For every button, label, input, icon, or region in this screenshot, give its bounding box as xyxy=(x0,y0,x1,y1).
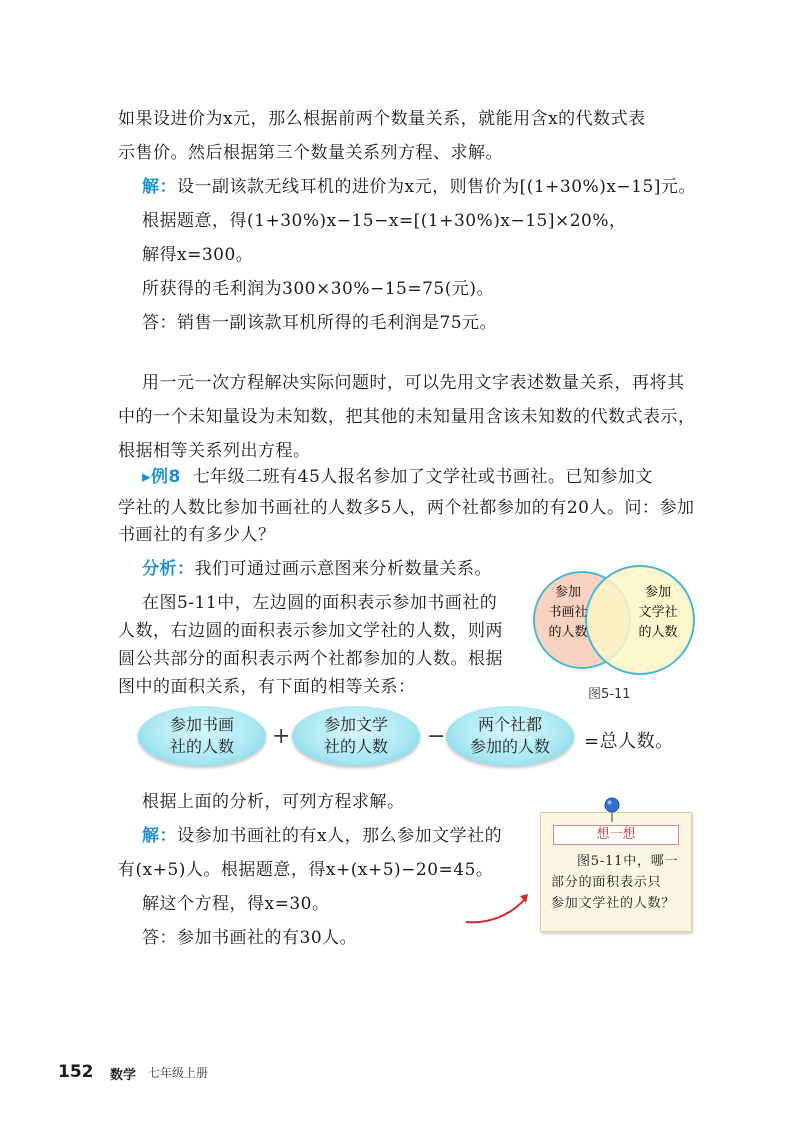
analysis-line-5: 图中的面积关系，有下面的相等关系： xyxy=(118,677,416,697)
oval1-line-2: 社的人数 xyxy=(169,737,234,756)
venn-right-circle xyxy=(586,566,694,674)
solution2-answer: 答：参加书画社的有30人。 xyxy=(142,928,358,948)
equation-result: =总人数。 xyxy=(584,731,674,752)
footer-subject: 数学 xyxy=(110,1068,137,1083)
curved-arrow-icon xyxy=(464,886,536,926)
solution1-line-2: 根据题意，得(1+30%)x−15−x=[(1+30%)x−15]×20%， xyxy=(142,211,627,231)
solution2-label: 解： xyxy=(142,826,177,846)
venn-left-label-3: 的人数 xyxy=(548,625,588,640)
solution1-line-4: 所获得的毛利润为300×30%−15=75(元)。 xyxy=(142,279,494,299)
solution1-line-3: 解得x=300。 xyxy=(142,245,254,265)
summary-line-1: 用一元一次方程解决实际问题时，可以先用文字表述数量关系，再将其 xyxy=(142,373,685,393)
note-title: 想一想 xyxy=(553,825,679,845)
oval2-line-2: 社的人数 xyxy=(323,737,388,756)
analysis-label: 分析： xyxy=(142,559,195,579)
solution2-intro: 根据上面的分析，可列方程求解。 xyxy=(142,792,405,812)
example8-marker: ▸例8 xyxy=(142,467,181,487)
intro-line-1: 如果设进价为x元，那么根据前两个数量关系，就能用含x的代数式表 xyxy=(118,109,646,129)
figure-caption: 图5-11 xyxy=(588,687,631,702)
analysis-line-4: 圆公共部分的面积表示两个社都参加的人数。根据 xyxy=(118,649,503,669)
venn-right-label-2: 文学社 xyxy=(638,605,678,620)
venn-right-label-3: 的人数 xyxy=(638,625,678,640)
intro-line-2: 示售价。然后根据第三个数量关系列方程、求解。 xyxy=(118,143,503,163)
analysis-line-1 xyxy=(142,557,492,581)
solution1-label: 解： xyxy=(142,177,177,197)
example8-text-1: 七年级二班有45人报名参加了文学社或书画社。已知参加文 xyxy=(192,467,653,487)
solution1-line-1 xyxy=(142,175,696,199)
venn-left-label-1: 参加 xyxy=(554,585,582,600)
footer-book-title: 七年级上册 xyxy=(148,1066,209,1080)
example8-line-2: 学社的人数比参加书画社的人数多5人，两个社都参加的有20人。问：参加 xyxy=(118,498,695,518)
plus-sign: + xyxy=(272,724,291,749)
venn-diagram xyxy=(530,560,700,680)
example8-line-3: 书画社的有多少人？ xyxy=(118,525,276,545)
venn-left-label-2: 书画社 xyxy=(548,605,588,620)
solution1-text-1: 设一副该款无线耳机的进价为x元，则售价为[(1+30%)x−15]元。 xyxy=(177,177,696,197)
oval-both-count xyxy=(446,706,574,766)
analysis-line-2: 在图5-11中，左边圆的面积表示参加书画社的 xyxy=(142,593,498,613)
summary-line-2: 中的一个未知量设为未知数，把其他的未知量用含该未知数的代数式表示， xyxy=(118,407,696,427)
summary-line-3: 根据相等关系列出方程。 xyxy=(118,441,311,461)
page-number: 152 xyxy=(58,1062,94,1082)
solution2-line-3: 解这个方程，得x=30。 xyxy=(142,894,330,914)
minus-sign: − xyxy=(427,724,446,749)
pushpin-icon xyxy=(601,796,623,824)
venn-right-label-1: 参加 xyxy=(644,585,672,600)
example8-line-1 xyxy=(142,465,653,489)
oval3-line-1: 两个社都 xyxy=(477,715,542,734)
oval3-line-2: 参加的人数 xyxy=(469,737,550,756)
oval-literature-count xyxy=(292,706,420,766)
solution1-answer: 答：销售一副该款耳机所得的毛利润是75元。 xyxy=(142,313,498,333)
oval-calligraphy-count xyxy=(138,706,266,766)
analysis-text-1: 我们可通过画示意图来分析数量关系。 xyxy=(194,559,492,579)
solution2-text-1: 设参加书画社的有x人，那么参加文学社的 xyxy=(177,826,503,846)
analysis-line-3: 人数，右边圆的面积表示参加文学社的人数，则两 xyxy=(118,621,503,641)
note-body xyxy=(551,851,685,914)
note-line-3: 参加文学社的人数？ xyxy=(551,896,676,911)
solution2-line-1 xyxy=(142,824,502,848)
solution2-line-2: 有(x+5)人。根据题意，得x+(x+5)−20=45。 xyxy=(118,860,494,880)
note-line-2: 部分的面积表示只 xyxy=(551,875,662,890)
oval1-line-1: 参加书画 xyxy=(169,715,234,734)
note-line-1: 图5-11中，哪一 xyxy=(577,854,679,869)
oval2-line-1: 参加文学 xyxy=(323,715,388,734)
think-note-card xyxy=(540,812,692,932)
